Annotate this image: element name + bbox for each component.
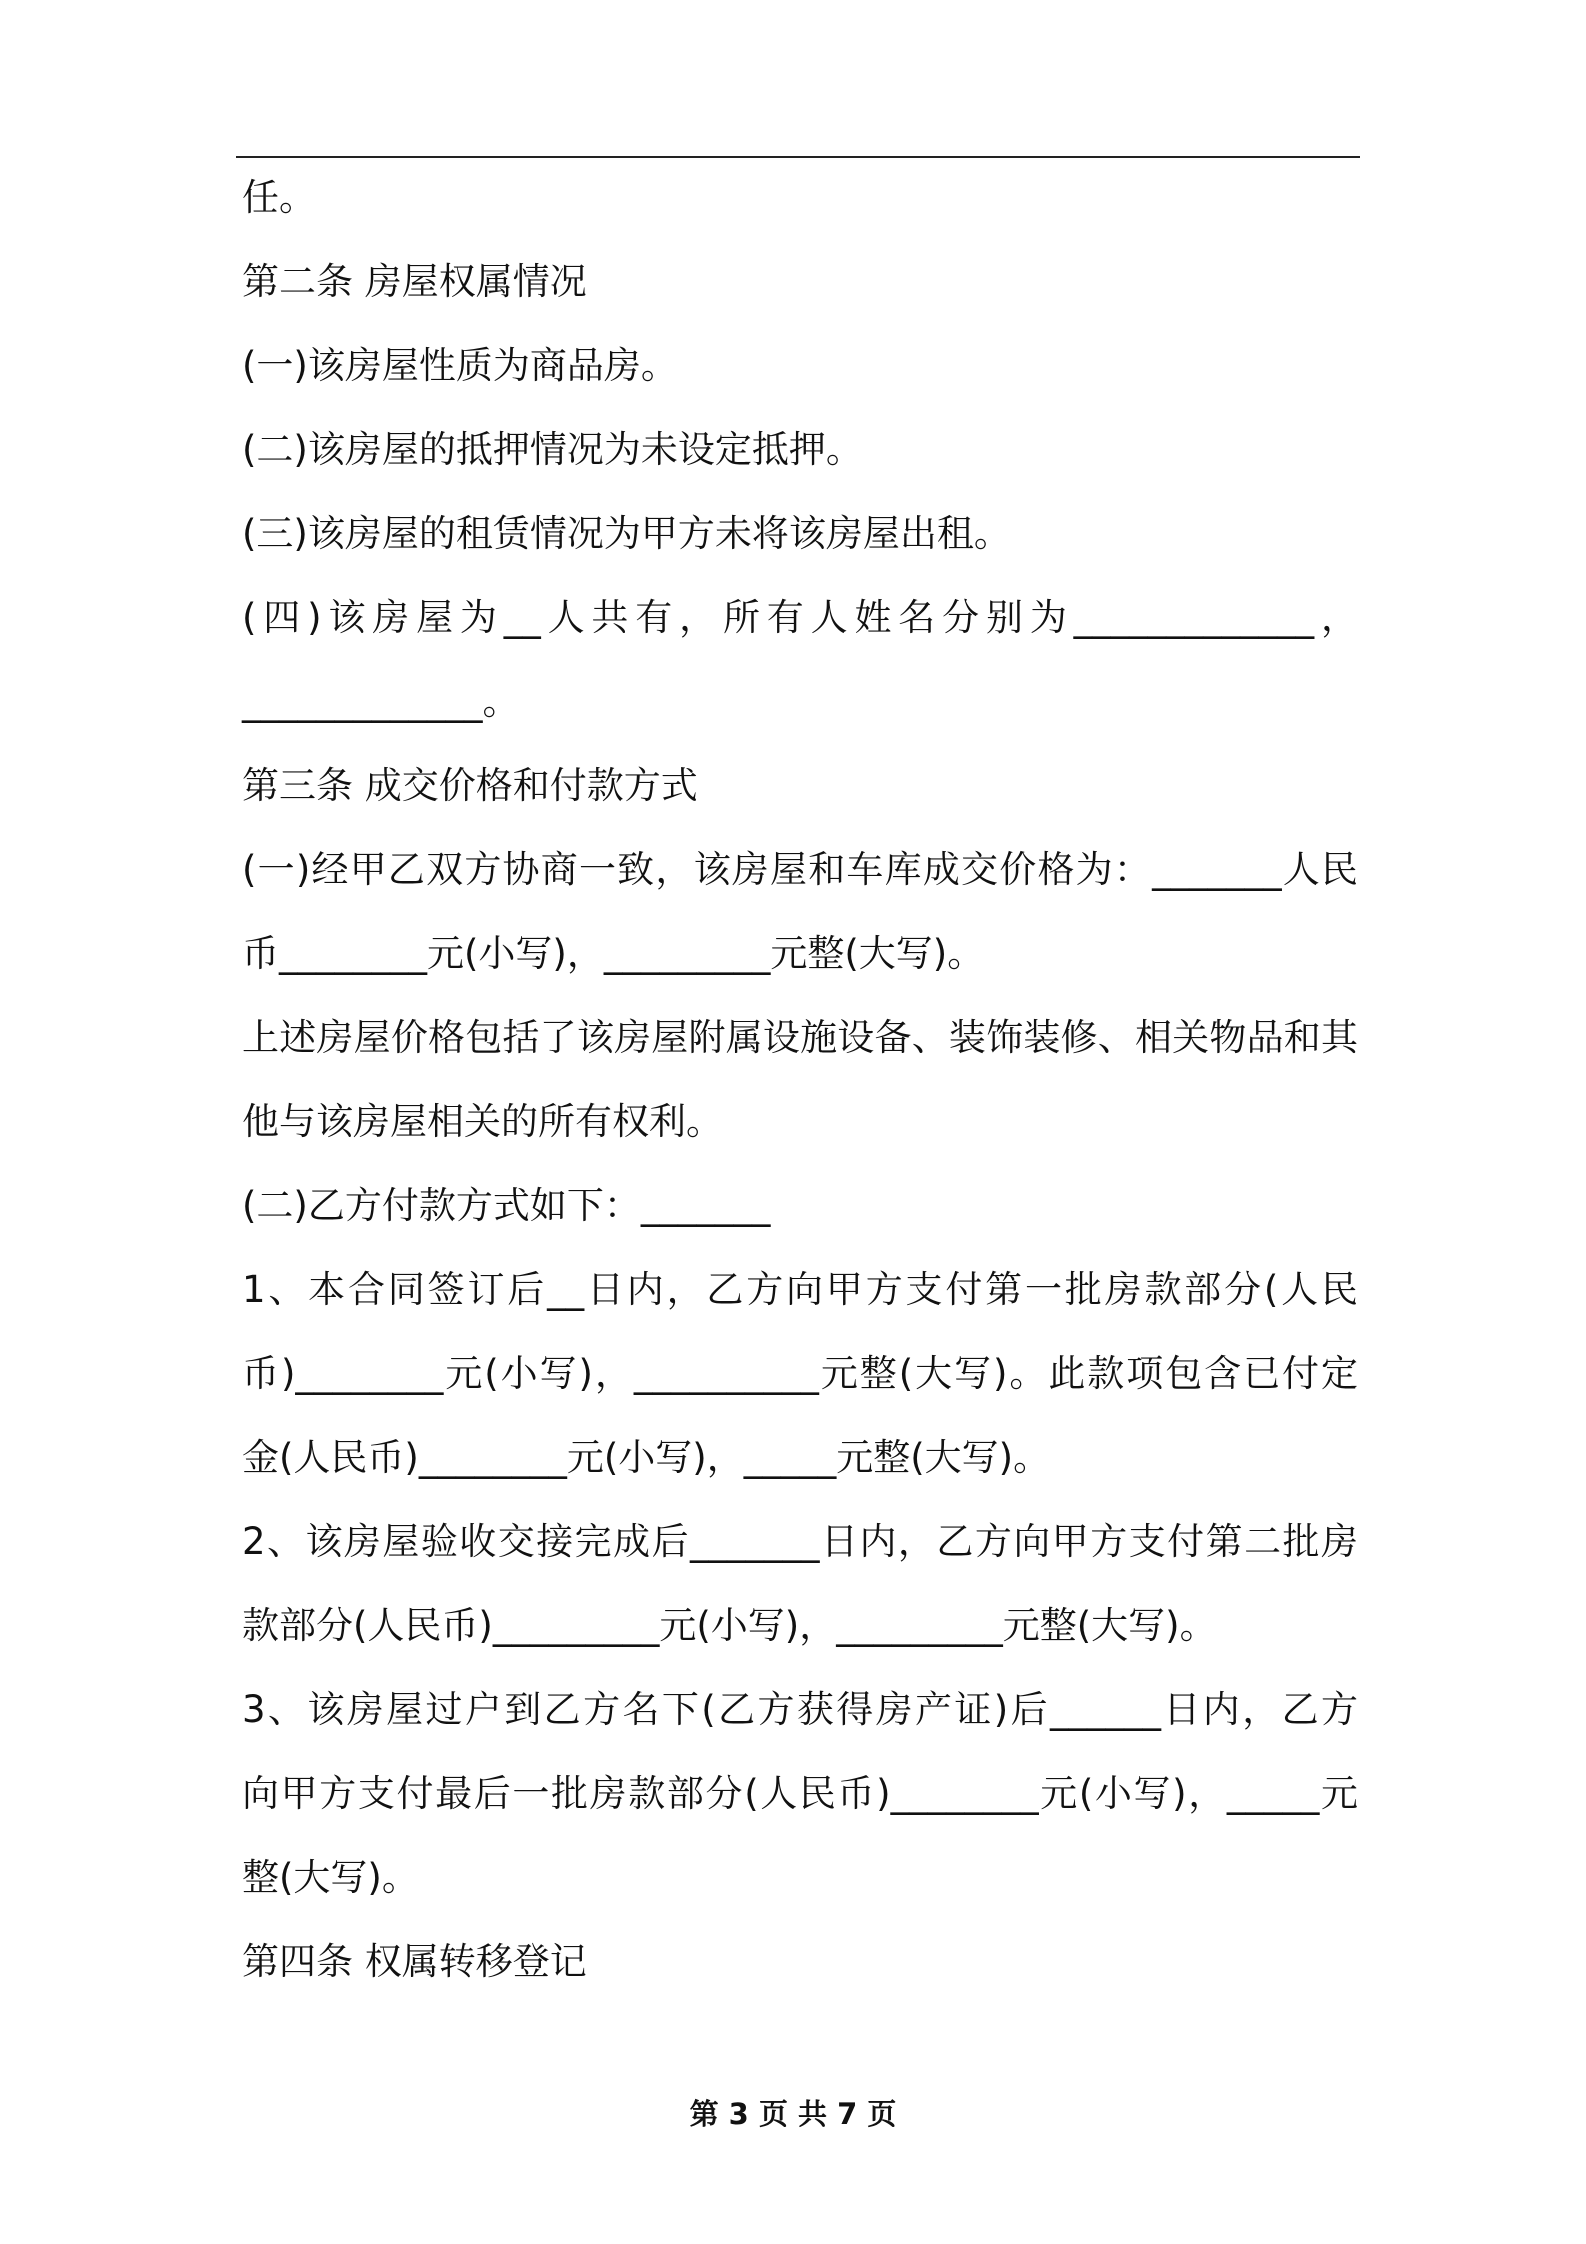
page-footer: 第 3 页 共 7 页 <box>689 2097 897 2131</box>
text-line: 款部分(人民币)_________元(小写)，_________元整(大写)。 <box>242 1604 1217 1647</box>
text-line: 1、本合同签订后__日内，乙方向甲方支付第一批房款部分(人民 <box>242 1268 1358 1311</box>
text-line: 任。 <box>242 176 316 219</box>
text-line: _____________。 <box>242 680 520 723</box>
text-line: (三)该房屋的租赁情况为甲方未将该房屋出租。 <box>242 512 1011 555</box>
text-line: 3、该房屋过户到乙方名下(乙方获得房产证)后______日内，乙方 <box>242 1688 1358 1731</box>
text-line: 币________元(小写)，_________元整(大写)。 <box>242 932 985 975</box>
text-line: (一)该房屋性质为商品房。 <box>242 344 678 387</box>
text-line: (一)经甲乙双方协商一致，该房屋和车库成交价格为：_______人民 <box>242 848 1358 891</box>
text-line: (二)该房屋的抵押情况为未设定抵押。 <box>242 428 863 471</box>
text-line: 上述房屋价格包括了该房屋附属设施设备、装饰装修、相关物品和其 <box>242 1016 1358 1059</box>
text-line: 整(大写)。 <box>242 1856 419 1899</box>
text-line: 第二条 房屋权属情况 <box>242 260 587 303</box>
text-line: 第三条 成交价格和付款方式 <box>242 764 698 807</box>
header-rule <box>236 156 1360 158</box>
text-line: (四)该房屋为__人共有，所有人姓名分别为_____________， <box>242 596 1358 639</box>
text-line: 2、该房屋验收交接完成后_______日内，乙方向甲方支付第二批房 <box>242 1520 1358 1563</box>
text-line: 第四条 权属转移登记 <box>242 1940 587 1983</box>
text-line: 币)________元(小写)，__________元整(大写)。此款项包含已付定 <box>242 1352 1358 1395</box>
text-line: 他与该房屋相关的所有权利。 <box>242 1100 723 1143</box>
text-line: 向甲方支付最后一批房款部分(人民币)________元(小写)，_____元 <box>242 1772 1358 1815</box>
text-line: 金(人民币)________元(小写)，_____元整(大写)。 <box>242 1436 1051 1479</box>
text-line: (二)乙方付款方式如下：_______ <box>242 1184 771 1227</box>
